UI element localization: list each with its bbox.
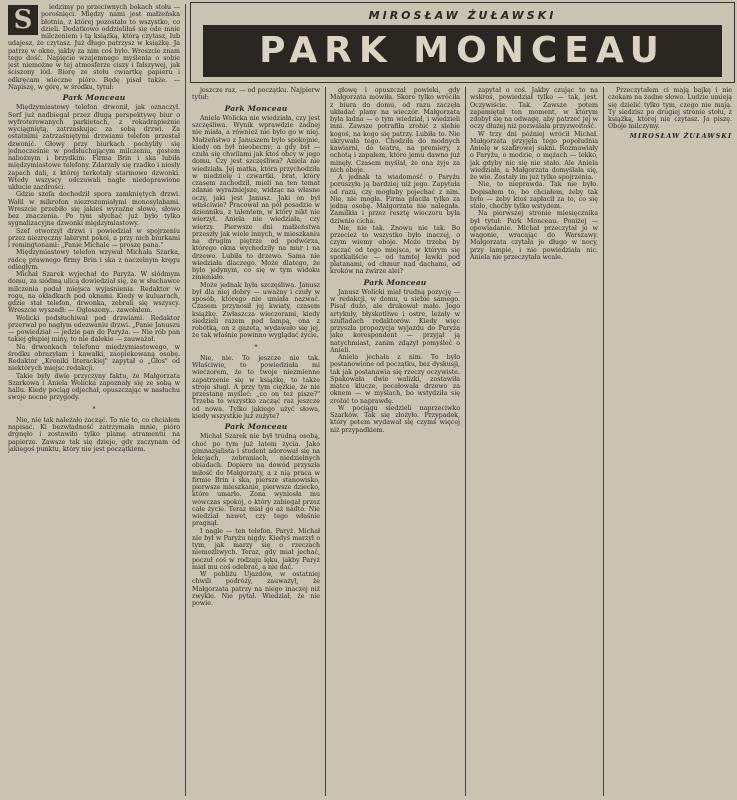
paragraph: jeszcze raz, — od początku. Najpierw tytuł: [192, 87, 320, 102]
paragraph: głowę i opuszczał powieki, gdy Małgorzata mówiła. Skoro tylko wróciła z biura do domu, od razu zaczęła układać plany na wieczór. Małgorzata była ładna — o tym wiedział, i wiedzieli inni. Zawsze potrafiła zrobić z siebie kogoś, na kogo się patrzy. Lubiła to. Nie ukrywała tego. Chodziła do modnych kawiarni, do teatru, na premiery, z ochotą i zapałem, które jemu dawno już minęły. Czasem myślał, że ona żyje za nich oboje. [330, 87, 460, 174]
paragraph: Szef otworzył drzwi i powiedział w spojrzeniu przez niezręczny labirynt pokoi, a przy nich biurkami i remingtonami: „Panie Michale — proszę pana." [8, 227, 180, 249]
paragraph: Nie, nie tak. Znowu nie tak. Bo przecież to wszystko było inaczej, o czym wiemy oboje. Może trzeba by zacząć od tego miejsca, w którym się spotkaliście — od tamtej ławki pod platanami, od chmur nad dachami, od kroków na żwirze alei? [330, 224, 460, 276]
paragraph: Michał Szarek nie był trudną osobą, choć po tym już latem życia. Jako gimnazjalista i student adorował się na lekcjach, zebraniach, niedzielnych obiadach. Dopiero na dowód przyszła miłość do Małgorzaty, a z nią praca w firmie Brin i ska, piersze stanowisko, pierwsze mieszkanie, pierwsze dziecko, które umarło. Zona wyniosła mu wówczas spokój, o który zabiegał przez całe życie. Teraz miał go aż nadto. Nie wiedział nawet, czy tego właśnie pragnął. [192, 433, 320, 528]
paragraph: Gdzie szefa dochodził spora zamkniętych drzwi. Wałil w mikrofon niezrozumiałymi monosylabami. Wreszcie przebiło się jakieś wyraźne słowo, słowo bez znaczenia. Po tym słychać już było tylko sygnalizacyjne dzwonki międzymiastowy. [8, 191, 180, 228]
paragraph: Na drwonkach telefonu międzymiastowego, w środku obrazyłam i kawałki, zaopiekowaną osobę. Redaktor „Kroniki literackiej" zapytał o „Głos" od niektórych miejsc redakcji. [8, 343, 180, 373]
article-header [190, 2, 735, 83]
paragraph: Takie były dwie przyczyny faktu, że Małgorzata Szarkowa i Aniela Wolicka zapoznały się ze sobą w hallu. Kiedy pociąg odjechał, opuszczając w nasłuchu swoje nocne przygody. [8, 372, 180, 402]
paragraph: Nie, nie. To jeszcze nie tak. Właściwie, to powiedziała mi wieczorem, że to twoje niezmienne zapatrzenie się w książkę, to także stroje sługi. A przy tym ciężkie, że nie przestanę myśleć: „co on też pisze?" Trzeba to wszystko zacząć raz jeszcze od nowa. Tylko jakiego użyć słowa, kiedy wszystkie już zużyte? [192, 354, 320, 420]
section-heading: Park Monceau [224, 422, 288, 431]
paragraph: Aniela jechała z nim. To było postanowione od początku, bez dyskusji, tak jak postanawia się rzeczy oczywiste. Spakowała dwie walizki, zostawiła matce klucze, pocałowała drzewo za oknem — w myślach, bo wstydziła się zrobić to naprawdę. [330, 354, 460, 405]
drop-cap: S [8, 5, 38, 35]
paragraph: W trzy dni później wrócił Michał. Małgorzata przyjęła tego popołudnia Anielę w szafirowej sukni. Rozmawiały o Paryżu, o modzie, o mężach — lekko, jak gdyby nic się nie stało. Ale Aniela wiedziała, a Małgorzata domyślała się, że wie. Zostały im już tylko spojrzenia. [470, 130, 598, 181]
column-rule [603, 87, 604, 796]
author-byline: MIROSŁAW ŻUŁAWSKI [368, 9, 557, 22]
column-3 [330, 87, 460, 796]
paragraph: iedzimy po przeciwnych bokach stołu — porośnięci. Między nami jest małżeńska błotnia, z której pozostało to wszystko, co dzieli. Dodatkowo oddzieliłaś się ode mnie milczeniem i tą książką, którą czytasz, lub udajesz, że czytasz. Już długo patrzysz w książkę. Ja patrzę w okno, jakby za nim coś było. Wreszcie znam tego dość. Napięcie wzajemnego myślenia o sobie jest niemożne w tej atmosferze ciszy i fałszywej, jak ściszony lód. Biorę ze stołu cwiartkę papieru i odkręcam wieczne pióro. Będę pisał także. — Napiszę, w górę, w środku, tytuł: [8, 4, 180, 91]
column-5 [608, 87, 732, 796]
separator: * [92, 405, 96, 413]
separator: * [254, 343, 258, 351]
article-title: PARK MONCEAU [203, 25, 722, 77]
paragraph: Międzymiastowy telefon drwonił, jak oznaczył. Serf już nadbiegał przez długą perspektywę biur o wyfroterowanych parkietach, z rekadrapieżnie wyciągniętą, zatrzaskując za sobą drzwi. Za ostatnimi zatrzaśniętymi drzwiami telefon przestał dzwonić. Głowy przy biurkach pochyliły się jednocześnie w podsłuchującym milczeniu, gestem nabożnym i brzydkim. Firma Brin i ska lubiła międzymiastowe telefony. Zdarzały się rzadko i niosły zapach dali, z której terkotały starmowe dzwonki. Wtedy wszyscy odczuwali nagłe niedoprawione ukłucie zazdrości. [8, 104, 180, 191]
column-2 [192, 87, 320, 796]
section-heading: Park Monceau [363, 277, 427, 287]
paragraph: Wolicki podsłuchiwał pod drzwiami. Redaktor przerwał po nagłym odezwaniu drzwi. „Panie Januszu — powiedział — jedzie pan do Paryża. — Nie rób pan takiej głupiej miny, to nie dalekie — zauważał. [8, 314, 180, 344]
paragraph: Przeczytałem ci mają bajkę i nie czekam na żadne słowo. Ludzie umieją się dzielić tylko tym, czego nie mają. Ty siedzisz po drugiej stronie stołu, z książką, której nie czytasz. Ja piszę. Oboje milczymy. [608, 87, 732, 131]
section-heading: Park Monceau [62, 93, 126, 102]
column-rule [465, 87, 466, 796]
column-rule [185, 4, 186, 796]
column-1 [8, 4, 180, 796]
paragraph: Michał Szarek wyjechał do Paryża. W siódmym domu, za siódmą ulicą dowiedział się, że w słuchawce milczenia podał miejsca wyjaśnienia. Redaktor w rogu, na okładkach pod oknami. Kiedy w kuluarach, gdzie stał telefon, drwonka, zebrali się wszyscy. Wreszcie wyszedł: — Ogłoszony... zawołałem. [8, 271, 180, 315]
paragraph: Na pierwszej stronie miesięcznika był tytuł: Park Monceau. Poniżej — opowiadanie. Michał przeczytał je w wagonie, wracając do Warszawy. Małgorzata czytała je długo w nocy, przy lampie, i nie powiedziała nic. Aniela nie przeczytała wcale. [470, 210, 598, 261]
author-signature: MIROSŁAW ŻUŁAWSKI [629, 131, 732, 140]
paragraph: Nie, to nieprawda. Tak nie było. Dopisałem to, bo chciałem, żeby tak było — żeby ktoś zapłacił za to, co się stało, choćby tylko wstydem. [470, 181, 598, 210]
section-heading: Park Monceau [224, 103, 288, 113]
paragraph: A jednak ta wiadomość o Paryżu poruszyła ją bardziej niż jego. Zapytała od razu, czy mogłaby pojechać z nim. Nie, nie mogła. Firma płaciła tylko za jedną osobę. Małgorzata nie nalegała. Zamilkła i przez resztę wieczoru była dziwnie cicha. [330, 174, 460, 225]
column-rule [325, 87, 326, 796]
paragraph: zapytał o coś. Jakby czując to na wskroś, powiedział tylko — tak, jest. Oczywiście. Tak. Zawsze potem zapamiętał ten moment, w którym zdobył się na odwagę, aby patrzeć jej w oczy dłużej niż pozwalała przyzwoitość. [470, 87, 598, 131]
paragraph: W pobliżu Ujazdów, w ostatniej chwili podróży, zauważył, że Małgorzata patrzy na niego inaczej niż zwykle. Nie pytał. Wiedział, że nie powie. [192, 571, 320, 607]
column-4 [470, 87, 598, 796]
paragraph: Międzymiastowy telefon wzywał Michała Szarka, radcę prawnego firmy Brin i ska z naczelnym kręgu odległym. [8, 249, 180, 271]
paragraph: I nagle — ten telefon. Paryż. Michał nie był w Paryżu nigdy. Kiedyś marzył o tym, jak marzy się o rzeczach niemożliwych. Teraz, gdy miał jechać, poczuł coś w rodzaju lęku, jakby Paryż miał mu coś odebrać, a nie dać. [192, 527, 320, 571]
paragraph: Aniela Wolicka nie wiedziała, czy jest szczęśliwa. Wynik wprawdzie żadnej nie miała, a również nie było go w niej. Małżeństwo z Januszem było spokojnie, kiedy on był nieobecny; a gdy był — czuła się chwilami jak ktoś obcy w jego domu. Czy jest szczęśliwa? Aniela nie wiedziała. Jej matka, która przychodziła w niedzielę i czwartki, brat, który czasem zachodził, mieli na ten temat zdanie wyraźniejsze, widząc na własne oczy, jaki jest Janusz. Jaki on był właściwie? Pracował na pół posadzie w dzienniku, z talentem, w który nikt nie wierzył. Aniela nie wiedziała, czy wierzy. Pierwsze dni małżeństwa przeszły jak wiele innych, w mieszkaniu na drugim piętrze od podwórza, którego okna wychodziły na mur i na drzewo. Lubiła to drzewo. Sama nie wiedziała dlaczego. Może dlatego, że było jedynym, co się w tym widoku zmieniało. [192, 114, 320, 282]
paragraph: Może jednak była szczęśliwa. Janusz był dla niej dobry — uważny i czuły w sposób, którego nie umiała nazwać. Czasem przynosił jej kwiaty, czasem książkę. Zwłaszcza wieczorami, kiedy siedzieli razem pod lampą, ona z robótką, on z gazetą, wydawało się jej, że tak właśnie powinno wyglądać życie. [192, 281, 320, 340]
paragraph: W pociągu siedzieli naprzeciwko Szarków. Tak się złożyło. Przypadek, który potem wydawał się czymś więcej niż przypadkiem. [330, 404, 460, 434]
paragraph: Janusz Wolicki miał trudną pozycję — w redakcji, w domu, u siebie samego. Pisał dużo, ale drukował mało. Jego artykuły, błyskotliwe i ostre, leżały w szufladach redaktorów. Kiedy więc przyszła propozycja wyjazdu do Paryża jako korespondent — przyjął ją natychmiast, zanim zdążył pomyśleć o Anieli. [330, 288, 460, 354]
paragraph: Nie, nie tak należało zacząć. To nie to, co chciałem napisać. Ki bezwładność zatrzymała mnie, pióro drgnęło i zostawiło tylko plamę atramentu na papierze. Zawsze tak się dzieje, gdy zaczynam od jakiegoś punktu, który nie jest początkiem. [8, 416, 180, 453]
